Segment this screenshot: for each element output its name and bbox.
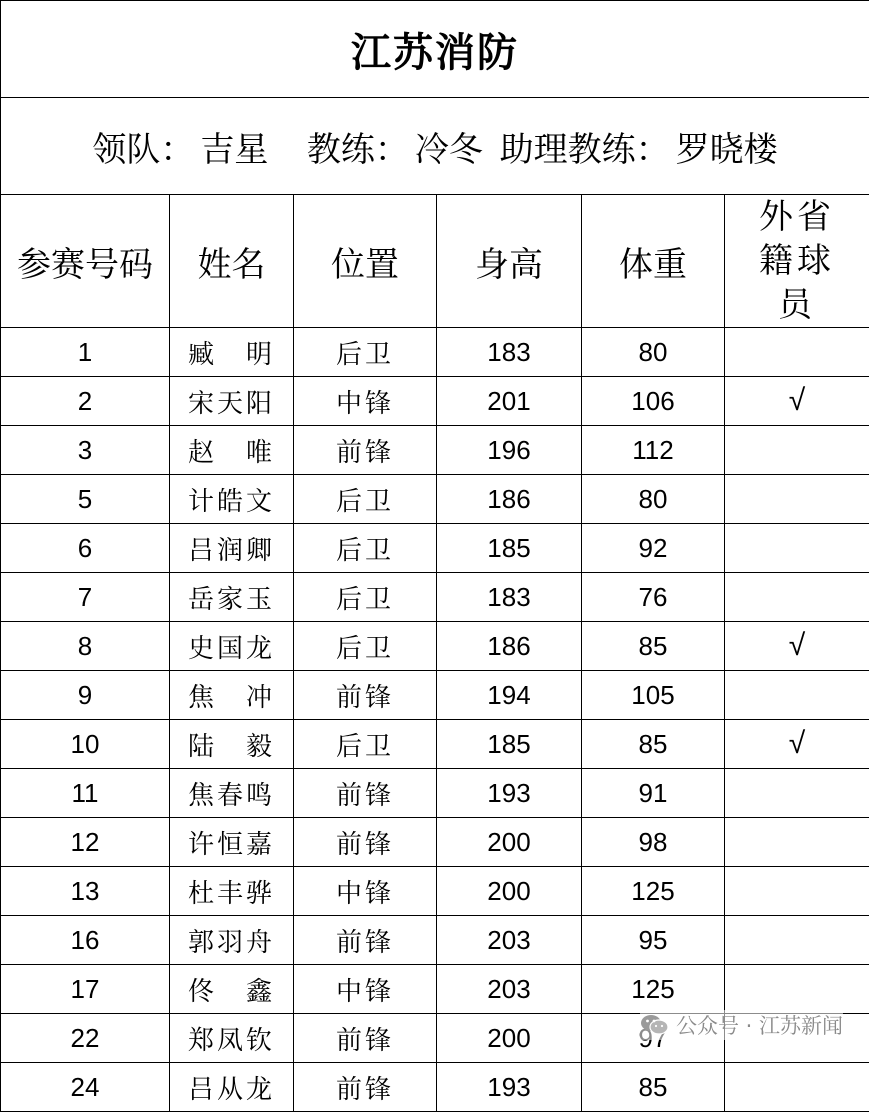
cell-height: 194 [437,671,582,720]
cell-name: 佟 鑫 [170,965,294,1014]
cell-name: 吕从龙 [170,1063,294,1112]
table-row [1,867,869,916]
cell-position: 中锋 [294,377,437,426]
cell-out-of-province [725,916,869,965]
cell-number: 10 [1,720,170,769]
cell-weight: 76 [582,573,725,622]
cell-out-of-province [725,769,869,818]
cell-number: 24 [1,1063,170,1112]
cell-position: 前锋 [294,1014,437,1063]
cell-name: 郑凤钦 [170,1014,294,1063]
cell-height: 200 [437,818,582,867]
staff-info [1,98,869,195]
cell-position: 前锋 [294,426,437,475]
cell-out-of-province [725,867,869,916]
cell-height: 186 [437,475,582,524]
cell-height: 185 [437,720,582,769]
cell-weight: 85 [582,1063,725,1112]
cell-name: 岳家玉 [170,573,294,622]
cell-weight: 98 [582,818,725,867]
assistant-coach-label: 助理教练： [500,130,670,170]
watermark [640,1010,843,1040]
table-row [1,818,869,867]
cell-position: 中锋 [294,965,437,1014]
cell-out-of-province [725,426,869,475]
cell-name: 计皓文 [170,475,294,524]
table-row [1,916,869,965]
table-row [1,1063,869,1112]
leader-name: 吉星 [200,130,268,170]
cell-position: 前锋 [294,818,437,867]
cell-height: 183 [437,573,582,622]
cell-number: 2 [1,377,170,426]
table-row [1,426,869,475]
cell-number: 22 [1,1014,170,1063]
coach-name: 冷冬 [415,130,483,170]
leader-label: 领队： [92,130,194,170]
column-header-weight: 体重 [582,195,725,328]
cell-weight: 80 [582,475,725,524]
cell-weight: 85 [582,622,725,671]
cell-position: 后卫 [294,475,437,524]
cell-number: 8 [1,622,170,671]
table-row [1,328,869,377]
cell-number: 6 [1,524,170,573]
cell-number: 11 [1,769,170,818]
cell-height: 185 [437,524,582,573]
title-row [1,1,869,98]
cell-name: 许恒嘉 [170,818,294,867]
cell-weight: 92 [582,524,725,573]
cell-name: 陆 毅 [170,720,294,769]
table-row [1,965,869,1014]
watermark-text: 公众号 · 江苏新闻 [676,1010,843,1040]
cell-position: 前锋 [294,916,437,965]
column-header-name: 姓名 [170,195,294,328]
cell-number: 1 [1,328,170,377]
column-header-out-of-province: 外省籍球员 [725,195,869,328]
cell-number: 9 [1,671,170,720]
cell-position: 后卫 [294,573,437,622]
coach-label: 教练： [307,130,409,170]
cell-number: 13 [1,867,170,916]
cell-position: 后卫 [294,328,437,377]
table-row [1,769,869,818]
assistant-coach-name: 罗晓楼 [676,130,778,170]
table-row [1,671,869,720]
cell-weight: 105 [582,671,725,720]
cell-height: 193 [437,1063,582,1112]
cell-height: 200 [437,1014,582,1063]
cell-number: 16 [1,916,170,965]
cell-position: 前锋 [294,1063,437,1112]
cell-height: 203 [437,965,582,1014]
cell-name: 杜丰骅 [170,867,294,916]
cell-position: 后卫 [294,622,437,671]
column-header-number: 参赛号码 [1,195,170,328]
cell-number: 5 [1,475,170,524]
cell-out-of-province [725,524,869,573]
staff-row [1,98,869,195]
column-header-position: 位置 [294,195,437,328]
cell-name: 臧 明 [170,328,294,377]
cell-weight: 91 [582,769,725,818]
cell-out-of-province: √ [725,622,869,671]
cell-position: 中锋 [294,867,437,916]
table-row [1,573,869,622]
cell-name: 赵 唯 [170,426,294,475]
wechat-icon [640,1013,670,1037]
cell-weight: 85 [582,720,725,769]
cell-name: 史国龙 [170,622,294,671]
team-title: 江苏消防 [1,1,869,98]
cell-number: 3 [1,426,170,475]
cell-number: 17 [1,965,170,1014]
table-row [1,622,869,671]
cell-weight: 112 [582,426,725,475]
cell-height: 183 [437,328,582,377]
cell-height: 201 [437,377,582,426]
cell-number: 7 [1,573,170,622]
cell-height: 193 [437,769,582,818]
table-row [1,720,869,769]
header-row [1,195,869,328]
cell-weight: 125 [582,965,725,1014]
cell-name: 焦 冲 [170,671,294,720]
cell-out-of-province [725,671,869,720]
cell-out-of-province: √ [725,377,869,426]
cell-weight: 125 [582,867,725,916]
table-row [1,475,869,524]
cell-position: 前锋 [294,671,437,720]
cell-out-of-province [725,573,869,622]
cell-position: 后卫 [294,720,437,769]
cell-position: 后卫 [294,524,437,573]
column-header-height: 身高 [437,195,582,328]
cell-position: 前锋 [294,769,437,818]
cell-height: 203 [437,916,582,965]
cell-name: 郭羽舟 [170,916,294,965]
cell-height: 200 [437,867,582,916]
cell-weight: 106 [582,377,725,426]
cell-out-of-province: √ [725,720,869,769]
cell-out-of-province [725,328,869,377]
cell-name: 宋天阳 [170,377,294,426]
roster-body [1,1,869,1112]
cell-weight: 80 [582,328,725,377]
cell-out-of-province [725,965,869,1014]
cell-height: 196 [437,426,582,475]
cell-name: 吕润卿 [170,524,294,573]
cell-number: 12 [1,818,170,867]
table-row [1,524,869,573]
cell-out-of-province [725,818,869,867]
cell-out-of-province [725,1063,869,1112]
cell-height: 186 [437,622,582,671]
table-row [1,377,869,426]
cell-out-of-province [725,475,869,524]
cell-weight: 95 [582,916,725,965]
cell-name: 焦春鸣 [170,769,294,818]
